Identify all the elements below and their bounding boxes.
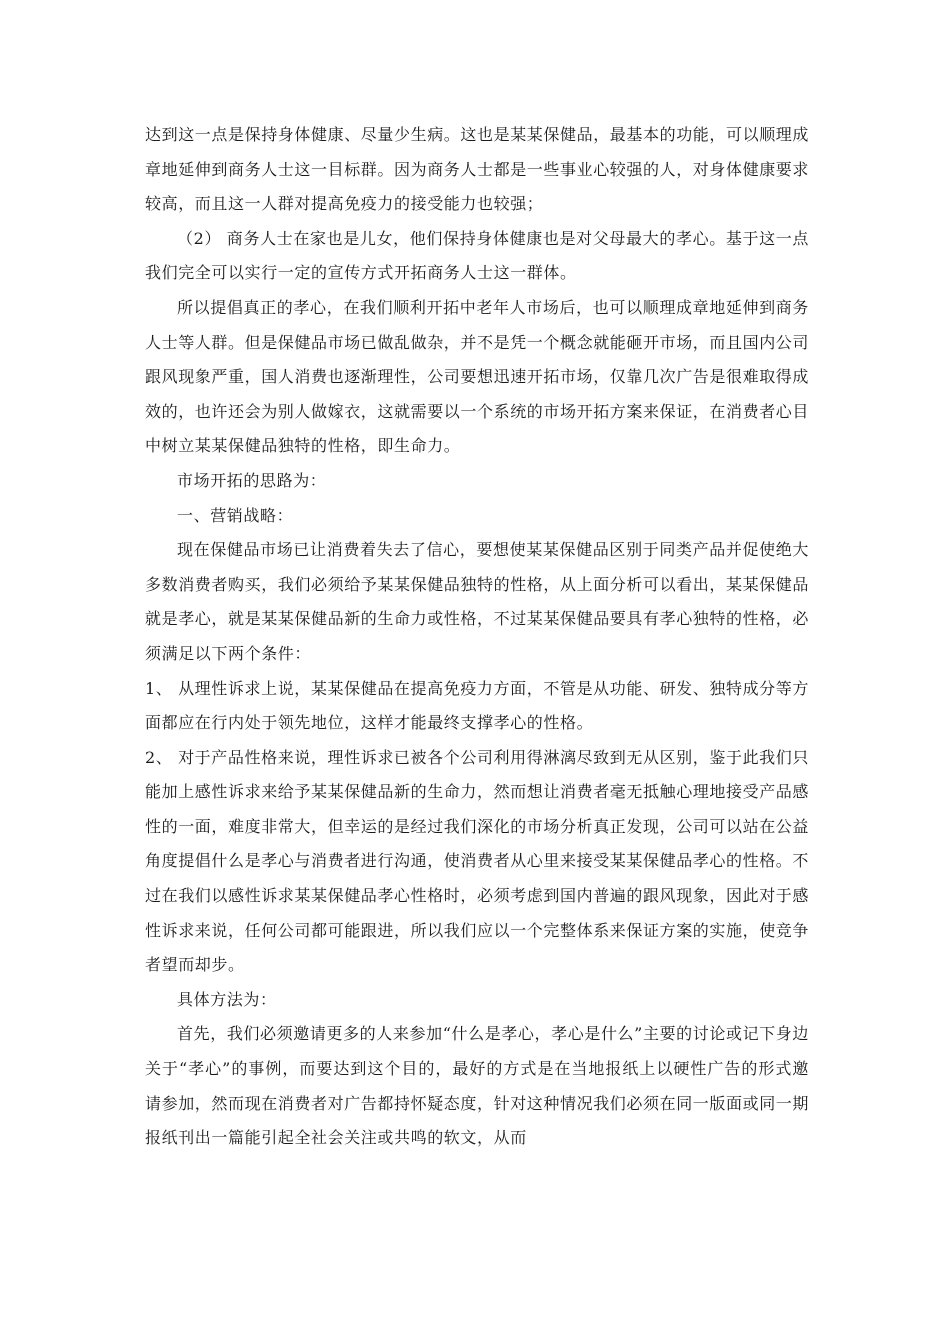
heading-marketing-strategy: 一、营销战略：: [177, 505, 294, 525]
document-body: [145, 118, 809, 1156]
list-item-1: 1、 从理性诉求上说，某某保健品在提高免疫力方面，不管是从功能、研发、独特成分等方面都应在行内处于领先地位，这样才能最终支撑孝心的性格。: [145, 678, 809, 733]
paragraph-sincere-filial-piety: 所以提倡真正的孝心，在我们顺利开拓中老年人市场后，也可以顺理成章地延伸到商务人士等人群。但是保健品市场已做乱做杂，并不是凭一个概念就能砸开市场，而且国内公司跟风现象严重，国人消费也逐渐理性，公司要想迅速开拓市场，仅靠几次广告是很难取得成效的，也许还会为别人做嫁衣，这就需要以一个系统的市场开拓方案来保证，在消费者心目中树立某某保健品独特的性格，即生命力。: [145, 297, 810, 456]
heading-specific-methods: 具体方法为：: [177, 989, 277, 1009]
paragraph-continued: 达到这一点是保持身体健康、尽量少生病。这也是某某保健品，最基本的功能，可以顺理成章地延伸到商务人士这一目标群。因为商务人士都是一些事业心较强的人，对身体健康要求较高，而且这一人群对提高免疫力的接受能力也较强；: [145, 125, 810, 214]
paragraph-point-2: （2） 商务人士在家也是儿女，他们保持身体健康也是对父母最大的孝心。基于这一点我们完全可以实行一定的宣传方式开拓商务人士这一群体。: [145, 228, 809, 283]
list-item-2: 2、 对于产品性格来说，理性诉求已被各个公司利用得淋漓尽致到无从区别，鉴于此我们只能加上感性诉求来给予某某保健品新的生命力，然而想让消费者毫无抵触心理地接受产品感性的一面，难度非常大，但幸运的是经过我们深化的市场分析真正发现，公司可以站在公益角度提倡什么是孝心与消费者进行沟通，使消费者从心里来接受某某保健品孝心的性格。不过在我们以感性诉求某某保健品孝心性格时，必须考虑到国内普遍的跟风现象，因此对于感性诉求来说，任何公司都可能跟进，所以我们应以一个完整体系来保证方案的实施，使竞争者望而却步。: [145, 747, 810, 975]
heading-market-approach: 市场开拓的思路为：: [177, 470, 327, 490]
paragraph-market-situation: 现在保健品市场已让消费着失去了信心，要想使某某保健品区别于同类产品并促使绝大多数消费者购买，我们必须给予某某保健品独特的性格，从上面分析可以看出，某某保健品就是孝心，就是某某保健品新的生命力或性格，不过某某保健品要具有孝心独特的性格，必须满足以下两个条件：: [145, 540, 810, 663]
paragraph-first-step: 首先，我们必须邀请更多的人来参加“什么是孝心，孝心是什么”主要的讨论或记下身边关于“孝心”的事例，而要达到这个目的，最好的方式是在当地报纸上以硬性广告的形式邀请参加，然而现在消费者对广告都持怀疑态度，针对这种情况我们必须在同一版面或同一期报纸刊出一篇能引起全社会关注或共鸣的软文，从而: [145, 1024, 810, 1148]
